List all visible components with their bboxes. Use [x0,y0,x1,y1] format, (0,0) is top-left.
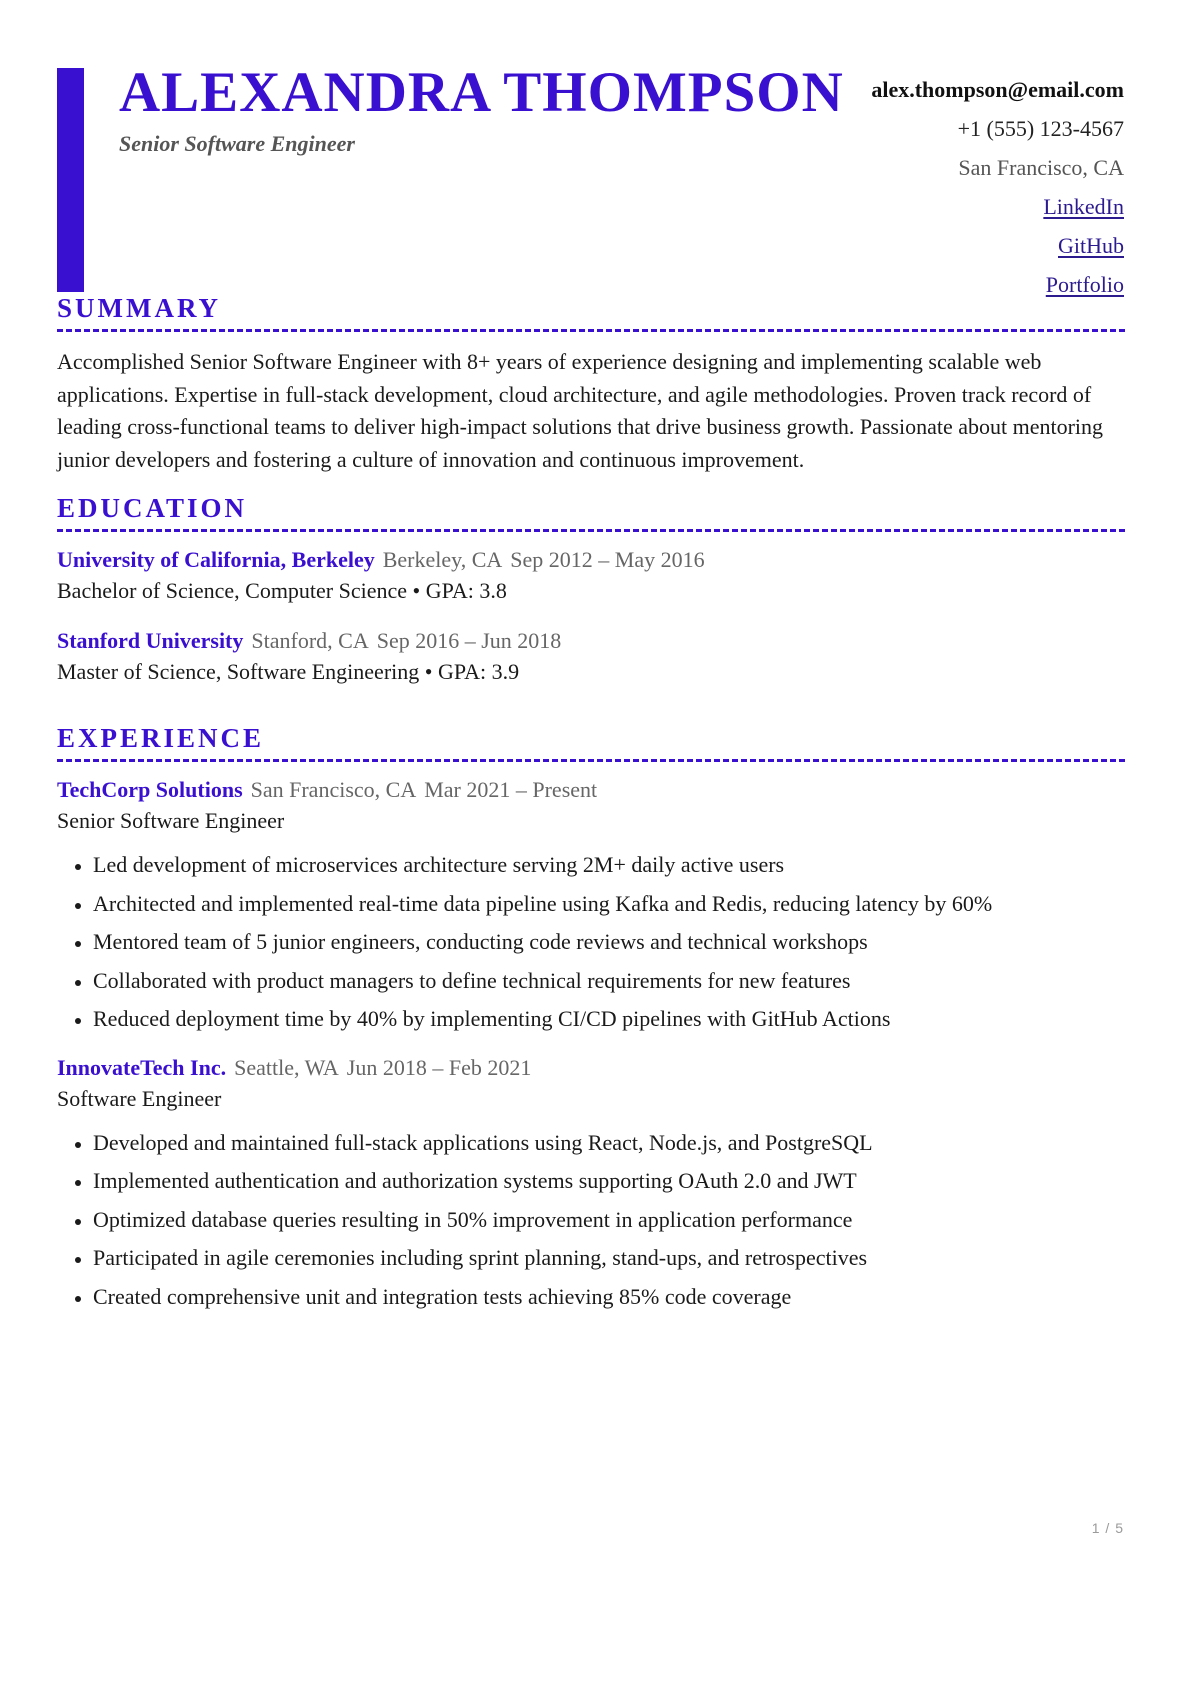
company-location: San Francisco, CA [250,777,417,803]
summary-divider [57,329,1125,332]
company-location: Seattle, WA [234,1054,339,1080]
role-title: Software Engineer [57,1085,222,1111]
job-dates: Mar 2021 – Present [424,777,598,803]
list-item: • Implemented authentication and authorization systems supporting OAuth 2.0 and JWT [93,1162,1125,1201]
list-item: • Optimized database queries resulting in 50% improvement in application performance [93,1201,1125,1240]
experience-heading: EXPERIENCE [57,723,265,753]
github-link[interactable]: GitHub [1058,233,1124,258]
responsibility-list [57,1124,1125,1317]
summary-text: Accomplished Senior Software Engineer with 8+ years of experience designing and implementing scalable web applications. Expertise in full-stack development, cloud architecture, and agile methodologies. Proven track record of leading cross-functional teams to deliver high-impact solutions that drive business growth. Passionate about mentoring junior developers and fostering a culture of innovation and continuous improvement. [57,349,1104,472]
list-item: • Led development of microservices architecture serving 2M+ daily active users [93,846,1125,885]
school-dates: Sep 2016 – Jun 2018 [376,628,562,654]
email-text: alex.thompson@email.com [871,77,1124,102]
portfolio-link[interactable]: Portfolio [1045,272,1124,297]
school-name: Stanford University [57,628,244,654]
list-item: • Reduced deployment time by 40% by implementing CI/CD pipelines with GitHub Actions [93,1000,1125,1039]
list-item: • Participated in agile ceremonies including sprint planning, stand-ups, and retrospectives [93,1239,1125,1278]
experience-section [57,722,1125,1316]
list-item: • Mentored team of 5 junior engineers, conducting code reviews and technical workshops [93,923,1125,962]
responsibility-list [57,846,1125,1039]
experience-entry [57,775,1125,1039]
phone-text: +1 (555) 123-4567 [957,116,1124,141]
education-divider [57,529,1125,532]
list-item: • Collaborated with product managers to define technical requirements for new features [93,962,1125,1001]
education-heading: EDUCATION [57,493,248,523]
experience-divider [57,759,1125,762]
degree-text: Master of Science, Software Engineering • GPA: 3.9 [57,659,520,685]
school-dates: Sep 2012 – May 2016 [510,547,705,573]
company-name: InnovateTech Inc. [57,1054,227,1080]
summary-heading: SUMMARY [57,293,222,323]
list-item: • Architected and implemented real-time data pipeline using Kafka and Redis, reducing latency by 60% [93,885,1125,924]
school-location: Berkeley, CA [382,547,503,573]
role-title: Senior Software Engineer [57,808,285,834]
job-title: Senior Software Engineer [119,131,355,156]
contact-block [704,70,1124,304]
page-indicator: 1 / 5 [1091,1520,1124,1536]
experience-entry [57,1053,1125,1317]
linkedin-link[interactable]: LinkedIn [1043,194,1124,219]
education-entry [57,545,1125,606]
company-name: TechCorp Solutions [57,777,243,803]
accent-bar [57,68,84,292]
candidate-name: ALEXANDRA THOMPSON [119,61,844,124]
list-item: • Developed and maintained full-stack applications using React, Node.js, and PostgreSQL [93,1124,1125,1163]
school-location: Stanford, CA [251,628,369,654]
education-entry [57,626,1125,687]
education-section [57,492,1125,687]
summary-section [57,292,1125,476]
job-dates: Jun 2018 – Feb 2021 [346,1054,532,1080]
location-text: San Francisco, CA [958,155,1124,180]
list-item: • Created comprehensive unit and integration tests achieving 85% code coverage [93,1278,1125,1317]
degree-text: Bachelor of Science, Computer Science • GPA: 3.8 [57,578,507,604]
school-name: University of California, Berkeley [57,547,375,573]
